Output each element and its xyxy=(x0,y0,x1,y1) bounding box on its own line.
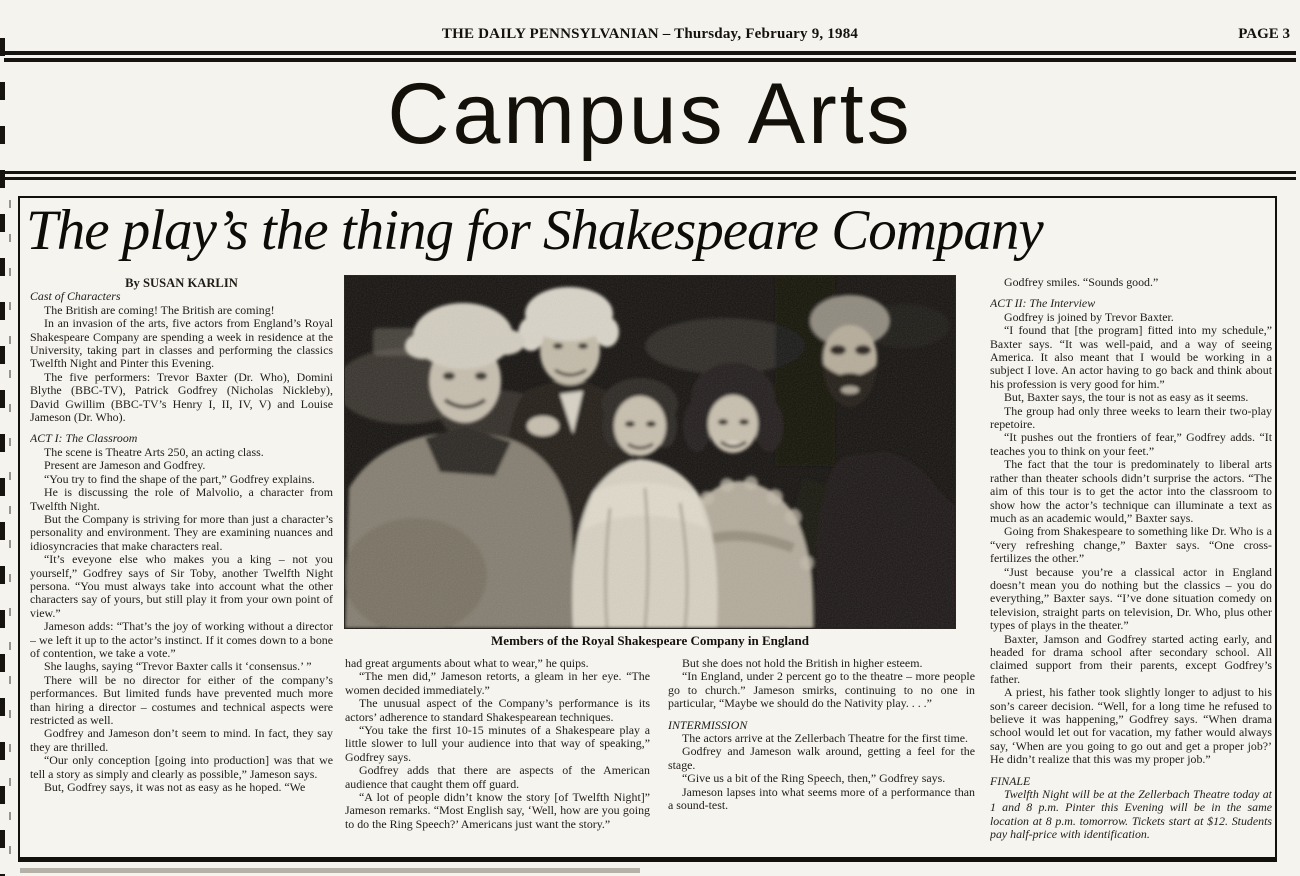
article-paragraph: “It’s eveyone else who makes you a king – not you yourself,” Godfrey says of Sir Toby, another Twelfth Night persona. “You must always take into account what the other characters say of yours, but still play it from your own point of view.” xyxy=(30,552,333,620)
article-paragraph: A priest, his father took slightly longer to adjust to his son’s career decision. “Well, for a long time he refused to believe it was happening,” Godfrey says. “When drama school would let out for vacation, my father would always say, ‘When are you going to go out and get a proper job?’ He didn’t realize that this was my proper job.” xyxy=(990,685,1272,767)
scan-bottom-artifact xyxy=(20,868,640,873)
article-headline: The play’s the thing for Shakespeare Company xyxy=(26,199,1043,262)
article-column-2 xyxy=(345,657,650,857)
article-paragraph: Godfrey and Jameson don’t seem to mind. In fact, they say they are thrilled. xyxy=(30,726,333,754)
article-paragraph: Baxter, Jamson and Godfrey started acting early, and headed for drama school after secondary school. All claimed support from their parents, except Godfrey’s father. xyxy=(990,631,1272,686)
masthead: THE DAILY PENNSYLVANIAN – Thursday, February 9, 1984 xyxy=(441,26,859,42)
article-paragraph: He is discussing the role of Malvolio, a character from Twelfth Night. xyxy=(30,485,333,513)
article-paragraph: In an invasion of the arts, five actors from England’s Royal Shakespeare Company are spending a week in residence at the University, taking part in classes and performing the classics Twelfth Night and Pinter this Evening. xyxy=(30,316,333,371)
article-paragraph: “I found that [the program] fitted into my schedule,” Baxter says. “It was well-paid, and a way of seeing America. It also meant that I would be working in a subject I love. An actor having to go back and think about his profession is very good for him.” xyxy=(990,323,1272,391)
article-paragraph: The scene is Theatre Arts 250, an acting class. xyxy=(44,444,264,459)
article-paragraph: The group had only three weeks to learn their two-play repetoire. xyxy=(990,403,1272,432)
article-paragraph: There will be no director for either of the company’s performances. But limited funds have prevented much more than hiring a director – costumes and technical aspects were restricted as well. xyxy=(30,672,333,727)
divider-rule-mid xyxy=(4,171,1296,180)
article-paragraph: But the Company is striving for more than just a character’s personality and environment. They are examining nuances and idiosyncracies that make characters real. xyxy=(30,511,333,553)
article-paragraph: “You try to find the shape of the part,” Godfrey explains. xyxy=(44,471,315,486)
article-paragraph: Twelfth Night will be at the Zellerbach Theatre today at 1 and 8 p.m. Pinter this Evening will be in the same location at 8 p.m. tomorrow. Tickets start at $12. Students pay half-price with identification. xyxy=(990,787,1272,842)
article-paragraph: Godfrey is joined by Trevor Baxter. xyxy=(1004,309,1174,324)
article-paragraph: Present are Jameson and Godfrey. xyxy=(44,458,206,473)
article-paragraph: “The men did,” Jameson retorts, a gleam in her eye. “The women decided immediately.” xyxy=(345,669,650,697)
section-heading: INTERMISSION xyxy=(668,717,748,732)
article-paragraph: “Give us a bit of the Ring Speech, then,” Godfrey says. xyxy=(682,771,946,786)
article-paragraph: The actors arrive at the Zellerbach Theatre for the first time. xyxy=(682,731,969,746)
article-paragraph: Cast of Characters xyxy=(30,289,121,304)
article-paragraph: Godfrey smiles. “Sounds good.” xyxy=(1004,276,1159,289)
page-number: PAGE 3 xyxy=(1238,26,1290,42)
byline: By SUSAN KARLIN xyxy=(125,277,238,290)
section-heading: ACT II: The Interview xyxy=(990,296,1096,311)
article-paragraph: The unusual aspect of the Company’s performance is its actors’ adherence to standard Shakespearean techniques. xyxy=(345,696,650,724)
article-paragraph: Going from Shakespeare to something like Dr. Who is a “very refreshing change,” Baxter says. “One cross-fertilizes the other.” xyxy=(990,524,1272,566)
article-paragraph: But, Baxter says, the tour is not as easy as it seems. xyxy=(1004,390,1249,405)
article-paragraph: The five performers: Trevor Baxter (Dr. Who), Domini Blythe (BBC-TV), Patrick Godfrey (Nicholas Nickleby), David Gwillim (BBC-TV’s Henry I, II, IV, V) and Louise Jameson (Dr. Who). xyxy=(30,369,333,425)
article-paragraph: “Just because you’re a classical actor in England doesn’t mean you do nothing but the classics – you do everything,” Baxter says. “I’ve done situation comedy on television, straight parts on television, Dr. Who, plus other types of plays in the theater.” xyxy=(990,564,1272,633)
article-paragraph: The fact that the tour is predominately to liberal arts rather than theater schools didn’t surprise the actors. “The aim of this tour is to get the actor into the classroom to show how the actor’s technique can illuminate a text as much as an academic would,” Baxter says. xyxy=(990,457,1272,525)
article-paragraph: Godfrey and Jameson walk around, getting a feel for the stage. xyxy=(668,744,975,772)
article-paragraph: “It pushes out the frontiers of fear,” Godfrey adds. “It teaches you to think on your feet.” xyxy=(990,430,1272,458)
article-paragraph: “You take the first 10-15 minutes of a Shakespeare play a little slower to lull your audience into that way of speaking,” Godfrey says. xyxy=(345,723,650,764)
article-paragraph: Jameson lapses into what seems more of a performance than a sound-test. xyxy=(668,784,975,813)
article-paragraph: Godfrey adds that there are aspects of the American audience that caught them off guard. xyxy=(345,763,650,791)
photo-illustration xyxy=(345,276,955,628)
section-title: Campus Arts xyxy=(387,66,913,162)
article-column-1 xyxy=(30,277,333,857)
article-paragraph: The British are coming! The British are coming! xyxy=(44,302,275,317)
section-heading: ACT I: The Classroom xyxy=(30,431,138,446)
section-heading: FINALE xyxy=(990,773,1031,788)
article-paragraph: had great arguments about what to wear,” he quips. xyxy=(345,657,589,670)
photo-royal-shakespeare-company xyxy=(345,276,955,628)
article-paragraph: “In England, under 2 percent go to the theatre – more people go to church.” Jameson smirks, continuing to no one in particular, “Maybe we should do the Nativity play. . . .” xyxy=(668,669,975,711)
divider-rule-top xyxy=(4,51,1296,62)
article-paragraph: Jameson adds: “That’s the joy of working without a director – we left it up to the actor’s instinct. If it comes down to a bone of contention, we take a vote.” xyxy=(30,619,333,660)
scan-edge-artifact-2 xyxy=(9,200,11,860)
article-column-4 xyxy=(990,276,1272,857)
article-paragraph: But, Godfrey says, it was not as easy as he hoped. “We xyxy=(44,780,306,795)
article-paragraph: But she does not hold the British in higher esteem. xyxy=(682,657,923,670)
article-paragraph: “Our only conception [going into production] was that we tell a story as simply and clearly as possible,” Jameson says. xyxy=(30,753,333,781)
article-column-3 xyxy=(668,657,975,857)
article-paragraph: She laughs, saying “Trevor Baxter calls it ‘consensus.’ ” xyxy=(44,659,312,674)
photo-caption: Members of the Royal Shakespeare Company in England xyxy=(491,633,809,648)
article-paragraph: “A lot of people didn’t know the story [of Twelfth Night]” Jameson remarks. “Most English say, ‘Well, how are you going to do the Ring Speech?’ Americans just want the story.” xyxy=(345,790,650,831)
